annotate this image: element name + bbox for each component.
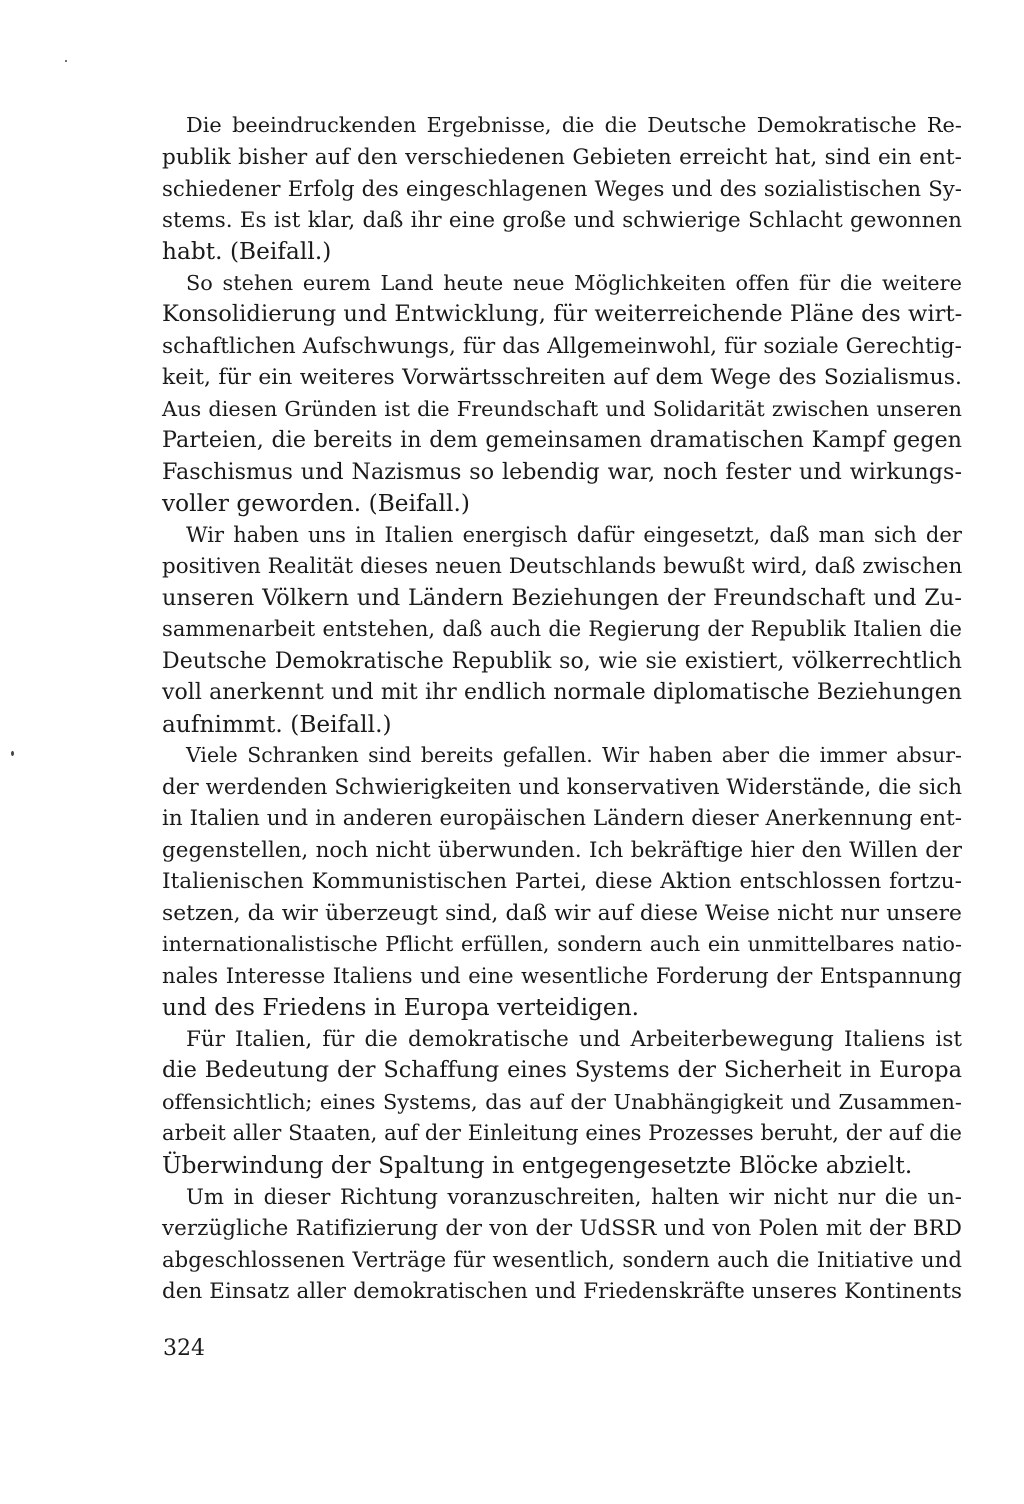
text-line: Um in dieser Richtung voranzuschreiten, halten wir nicht nur die un- <box>186 1184 962 1209</box>
text-line: habt. (Beifall.) <box>162 238 332 265</box>
paragraph <box>162 1024 962 1182</box>
text-line: Wir haben uns in Italien energisch dafür eingesetzt, daß man sich der <box>186 522 962 547</box>
text-line: in Italien und in anderen europäischen Ländern dieser Anerkennung ent- <box>162 806 962 831</box>
text-line: positiven Realität dieses neuen Deutschlands bewußt wird, daß zwischen <box>162 554 963 579</box>
paragraph <box>162 110 962 268</box>
paragraph <box>162 1181 962 1307</box>
paragraph <box>162 520 962 741</box>
text-line: verzügliche Ratifizierung der von der UdSSR und von Polen mit der BRD <box>162 1215 962 1241</box>
text-line: aufnimmt. (Beifall.) <box>162 710 392 738</box>
text-line: Für Italien, für die demokratische und Arbeiterbewegung Italiens ist <box>186 1026 962 1052</box>
page-number: 324 <box>163 1336 205 1361</box>
scan-speck <box>65 60 67 62</box>
text-line: arbeit aller Staaten, auf der Einleitung eines Prozesses beruht, der auf die <box>162 1121 962 1145</box>
text-line: Konsolidierung und Entwicklung, für weiterreichende Pläne des wirt- <box>162 301 963 327</box>
paragraph <box>162 268 962 520</box>
body-text <box>162 110 962 1307</box>
text-line: Viele Schranken sind bereits gefallen. Wir haben aber die immer absur- <box>186 743 962 767</box>
text-line: stems. Es ist klar, daß ihr eine große und schwierige Schlacht gewonnen <box>162 207 962 233</box>
scan-speck <box>11 751 14 756</box>
text-line: nales Interesse Italiens und eine wesentliche Forderung der Entspannung <box>162 963 962 988</box>
text-line: schiedener Erfolg des eingeschlagenen Weges und des sozialistischen Sy- <box>162 176 962 201</box>
text-line: keit, für ein weiteres Vorwärtsschreiten auf dem Wege des Sozialismus. <box>162 365 962 390</box>
text-line: setzen, da wir überzeugt sind, daß wir auf diese Weise nicht nur unsere <box>162 900 962 926</box>
text-line: internationalistische Pflicht erfüllen, sondern auch ein unmittelbares natio- <box>162 932 962 956</box>
text-line: Die beeindruckenden Ergebnisse, die die Deutsche Demokratische Re- <box>186 113 962 137</box>
text-line: voll anerkennt und mit ihr endlich normale diplomatische Beziehungen <box>162 680 962 705</box>
text-line: den Einsatz aller demokratischen und Friedenskräfte unseres Kontinents <box>162 1278 962 1304</box>
text-line: die Bedeutung der Schaffung eines Systems der Sicherheit in Europa <box>162 1057 962 1083</box>
text-line: Italienischen Kommunistischen Partei, diese Aktion entschlossen fortzu- <box>162 869 962 894</box>
text-line: voller geworden. (Beifall.) <box>162 490 470 517</box>
text-line: publik bisher auf den verschiedenen Gebieten erreicht hat, sind ein ent- <box>162 144 962 170</box>
text-line: Faschismus und Nazismus so lebendig war, noch fester und wirkungs- <box>162 458 962 485</box>
text-line: offensichtlich; eines Systems, das auf der Unabhängigkeit und Zusammen- <box>162 1089 962 1114</box>
text-line: Überwindung der Spaltung in entgegengesetzte Blöcke abzielt. <box>162 1151 913 1179</box>
text-line: Aus diesen Gründen ist die Freundschaft und Solidarität zwischen unseren <box>162 396 962 421</box>
text-line: gegenstellen, noch nicht überwunden. Ich bekräftige hier den Willen der <box>162 837 962 863</box>
text-line: unseren Völkern und Ländern Beziehungen der Freundschaft und Zu- <box>162 584 962 611</box>
text-line: der werdenden Schwierigkeiten und konservativen Widerstände, die sich <box>162 774 963 800</box>
text-line: sammenarbeit entstehen, daß auch die Regierung der Republik Italien die <box>162 617 962 641</box>
paragraph <box>162 740 962 1024</box>
text-line: So stehen eurem Land heute neue Möglichkeiten offen für die weitere <box>186 270 962 295</box>
text-line: abgeschlossenen Verträge für wesentlich, sondern auch die Initiative und <box>162 1247 962 1272</box>
text-line: schaftlichen Aufschwungs, für das Allgemeinwohl, für soziale Gerechtig- <box>162 333 962 359</box>
text-line: Deutsche Demokratische Republik so, wie sie existiert, völkerrechtlich <box>162 648 962 674</box>
text-line: und des Friedens in Europa verteidigen. <box>162 994 640 1021</box>
text-line: Parteien, die bereits in dem gemeinsamen dramatischen Kampf gegen <box>162 427 962 453</box>
